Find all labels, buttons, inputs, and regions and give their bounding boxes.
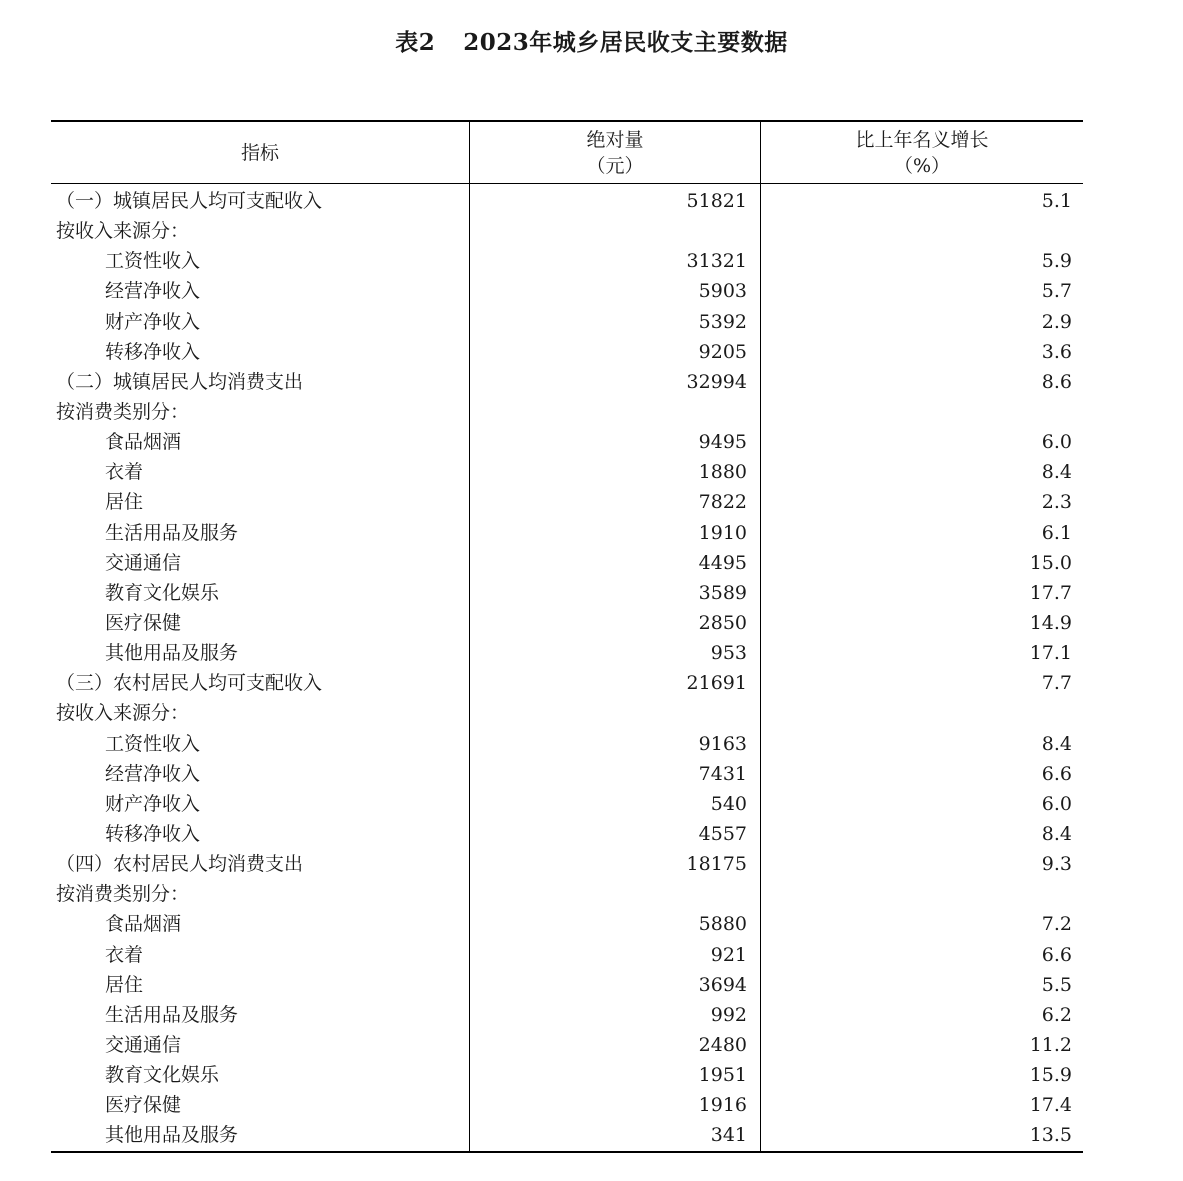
table-row (51, 819, 1083, 849)
row-label: （四）农村居民人均消费支出 (56, 853, 304, 876)
header-indicator-label: 指标 (240, 141, 279, 164)
table-number: 表2 (395, 29, 436, 56)
row-absolute-value: 51821 (686, 190, 747, 212)
row-absolute-value: 2850 (698, 611, 747, 634)
table-row (51, 1060, 1083, 1090)
row-growth-rate: 6.6 (1041, 762, 1072, 785)
row-label: 教育文化娱乐 (105, 581, 220, 604)
row-absolute-value: 1951 (698, 1064, 747, 1087)
row-absolute-value: 9495 (698, 431, 747, 454)
table-row (51, 970, 1083, 1000)
row-label: 教育文化娱乐 (105, 1064, 220, 1087)
row-absolute-value: 1910 (698, 521, 747, 544)
row-label: 工资性收入 (105, 250, 201, 273)
row-growth-rate: 9.3 (1041, 853, 1072, 876)
row-absolute-value: 1880 (698, 461, 747, 484)
row-label: 财产净收入 (105, 792, 201, 815)
table-row (51, 759, 1083, 789)
table-row (51, 849, 1083, 879)
row-label: 食品烟酒 (105, 431, 182, 454)
row-absolute-value: 5880 (698, 913, 747, 936)
row-growth-rate: 6.0 (1041, 792, 1072, 815)
table-row (51, 789, 1083, 819)
row-absolute-value: 7431 (698, 762, 747, 785)
row-growth-rate: 3.6 (1041, 340, 1072, 363)
table-row (51, 879, 1083, 909)
row-label: 食品烟酒 (105, 913, 182, 936)
table-row (51, 276, 1083, 306)
table-row (51, 698, 1083, 728)
table-bottom-rule (51, 1151, 1083, 1153)
row-label: 其他用品及服务 (105, 642, 239, 665)
row-growth-rate: 15.0 (1029, 551, 1072, 574)
header-growth (761, 122, 1083, 183)
row-growth-rate: 7.7 (1041, 672, 1072, 695)
row-growth-rate: 8.6 (1041, 370, 1072, 393)
header-divider (51, 183, 1083, 184)
row-absolute-value: 32994 (686, 370, 747, 393)
row-growth-rate: 17.4 (1029, 1094, 1072, 1117)
row-growth-rate: 17.1 (1029, 642, 1072, 665)
row-growth-rate: 5.5 (1041, 973, 1072, 996)
table-row (51, 367, 1083, 397)
row-absolute-value: 4557 (698, 822, 747, 845)
row-absolute-value: 21691 (686, 672, 747, 695)
row-growth-rate: 6.2 (1041, 1003, 1072, 1026)
row-absolute-value: 921 (710, 943, 747, 966)
row-absolute-value: 992 (710, 1003, 747, 1026)
row-growth-rate: 2.9 (1041, 310, 1072, 333)
table-row (51, 1000, 1083, 1030)
table-row (51, 518, 1083, 548)
table-row (51, 548, 1083, 578)
row-label: 转移净收入 (105, 340, 201, 363)
row-label: 财产净收入 (105, 310, 201, 333)
row-label: 居住 (105, 491, 144, 514)
row-absolute-value: 341 (710, 1124, 747, 1147)
row-absolute-value: 5903 (698, 280, 747, 303)
row-label: 医疗保健 (105, 1094, 182, 1117)
table-row (51, 337, 1083, 367)
table-body (51, 186, 1083, 1151)
row-growth-rate: 8.4 (1041, 732, 1072, 755)
table-row (51, 487, 1083, 517)
row-label: 按消费类别分： (56, 883, 190, 906)
table-row (51, 729, 1083, 759)
row-label: 转移净收入 (105, 822, 201, 845)
row-label: 交通通信 (105, 551, 182, 574)
row-growth-rate: 2.3 (1041, 491, 1072, 514)
row-growth-rate: 5.7 (1041, 280, 1072, 303)
row-growth-rate: 7.2 (1041, 913, 1072, 936)
row-absolute-value: 2480 (698, 1033, 747, 1056)
table-row (51, 1030, 1083, 1060)
table-row (51, 186, 1083, 216)
table-row (51, 668, 1083, 698)
row-label: 按收入来源分： (56, 220, 190, 243)
row-absolute-value: 9205 (698, 340, 747, 363)
row-label: 居住 (105, 973, 144, 996)
row-label: 工资性收入 (105, 732, 201, 755)
row-growth-rate: 5.1 (1041, 190, 1072, 212)
header-indicator (51, 122, 469, 183)
row-absolute-value: 31321 (686, 250, 747, 273)
row-absolute-value: 953 (710, 642, 747, 665)
table-row (51, 397, 1083, 427)
row-growth-rate: 15.9 (1029, 1064, 1072, 1087)
table-caption: 2023年城乡居民收支主要数据 (463, 29, 788, 56)
table-row (51, 578, 1083, 608)
row-absolute-value: 18175 (686, 853, 747, 876)
row-label: 衣着 (105, 943, 144, 966)
row-label: 其他用品及服务 (105, 1124, 239, 1147)
row-label: 按收入来源分： (56, 702, 190, 725)
row-label: （三）农村居民人均可支配收入 (56, 672, 323, 695)
row-label: 生活用品及服务 (105, 1003, 239, 1026)
table-row (51, 427, 1083, 457)
header-growth-unit: （%） (893, 154, 951, 177)
row-growth-rate: 6.0 (1041, 431, 1072, 454)
row-label: 衣着 (105, 461, 144, 484)
row-label: 医疗保健 (105, 611, 182, 634)
row-absolute-value: 1916 (698, 1094, 747, 1117)
row-absolute-value: 540 (710, 792, 747, 815)
row-growth-rate: 5.9 (1041, 250, 1072, 273)
table-row (51, 1090, 1083, 1120)
table-row (51, 1120, 1083, 1150)
header-absolute-value-label: 绝对量 (586, 128, 644, 151)
row-growth-rate: 17.7 (1029, 581, 1072, 604)
row-absolute-value: 3694 (698, 973, 747, 996)
row-absolute-value: 4495 (698, 551, 747, 574)
table-row (51, 909, 1083, 939)
header-absolute-value-unit: （元） (586, 154, 644, 177)
table-row (51, 940, 1083, 970)
table-title (0, 24, 1183, 57)
row-growth-rate: 14.9 (1029, 611, 1072, 634)
row-growth-rate: 8.4 (1041, 822, 1072, 845)
row-growth-rate: 6.6 (1041, 943, 1072, 966)
table-row (51, 638, 1083, 668)
header-absolute-value (470, 122, 760, 183)
row-growth-rate: 11.2 (1029, 1033, 1072, 1056)
row-label: 生活用品及服务 (105, 521, 239, 544)
table-row (51, 216, 1083, 246)
row-label: （二）城镇居民人均消费支出 (56, 370, 304, 393)
table-row (51, 608, 1083, 638)
row-growth-rate: 13.5 (1029, 1124, 1072, 1147)
table-row (51, 307, 1083, 337)
row-absolute-value: 5392 (698, 310, 747, 333)
header-growth-label: 比上年名义增长 (855, 128, 989, 151)
row-label: 经营净收入 (105, 762, 201, 785)
row-absolute-value: 3589 (698, 581, 747, 604)
row-growth-rate: 8.4 (1041, 461, 1072, 484)
row-label: 交通通信 (105, 1033, 182, 1056)
table-row (51, 246, 1083, 276)
row-growth-rate: 6.1 (1041, 521, 1072, 544)
row-absolute-value: 7822 (698, 491, 747, 514)
row-label: 按消费类别分： (56, 400, 190, 423)
row-label: 经营净收入 (105, 280, 201, 303)
row-absolute-value: 9163 (698, 732, 747, 755)
table-row (51, 457, 1083, 487)
row-label: （一）城镇居民人均可支配收入 (56, 190, 323, 212)
